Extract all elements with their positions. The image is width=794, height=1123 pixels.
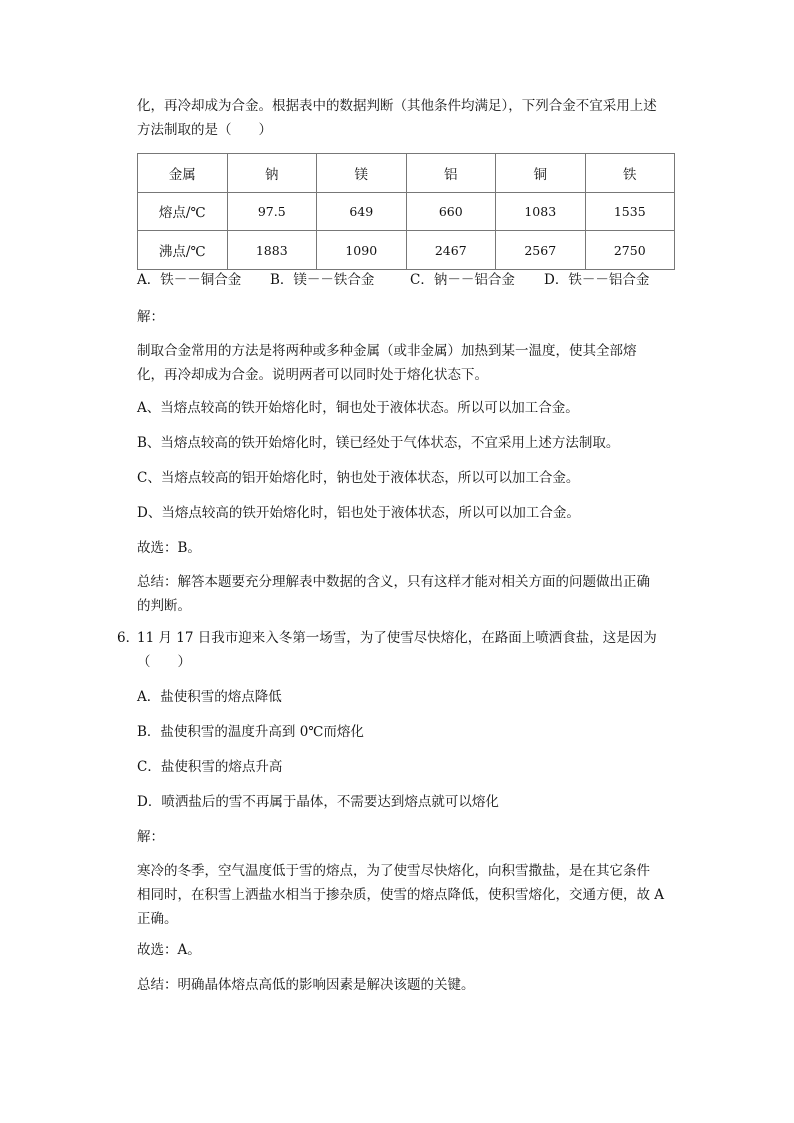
q6-stem-line: 11 月 17 日我市迎来入冬第一场雪，为了使雪尽快熔化，在路面上喷洒食盐，这是因为	[137, 630, 657, 646]
q6-solution-line: 正确。	[137, 911, 178, 927]
q5-analysis-b: B、当熔点较高的铁开始熔化时，镁已经处于气体状态，不宜采用上述方法制取。	[137, 435, 620, 451]
q5-option-b: B．镁－－铁合金	[270, 272, 375, 288]
q5-analysis-a: A、当熔点较高的铁开始熔化时，铜也处于液体状态。所以可以加工合金。	[137, 400, 579, 416]
q6-option-a: A．盐使积雪的熔点降低	[137, 689, 282, 705]
table-row-boiling-point	[138, 231, 675, 270]
q6-number: 6．	[117, 630, 140, 646]
table-row-melting-point	[138, 192, 675, 231]
table-cell: 1090	[317, 231, 407, 270]
table-cell: 2750	[585, 231, 675, 270]
q5-summary	[137, 570, 677, 618]
table-header-cell: 铁	[585, 154, 675, 193]
table-cell: 1883	[227, 231, 317, 270]
q5-solution-intro	[137, 339, 677, 387]
table-cell: 97.5	[227, 192, 317, 231]
table-cell: 熔点/℃	[138, 192, 228, 231]
table-header-cell: 铝	[406, 154, 496, 193]
table-header-cell: 铜	[496, 154, 586, 193]
table-cell: 2567	[496, 231, 586, 270]
q6-option-d: D．喷洒盐后的雪不再属于晶体，不需要达到熔点就可以熔化	[137, 794, 499, 810]
q5-stem	[137, 94, 677, 142]
q5-summary-line: 总结：解答本题要充分理解表中数据的含义，只有这样才能对相关方面的问题做出正确	[137, 574, 650, 590]
q5-options	[137, 268, 649, 292]
table-cell: 1083	[496, 192, 586, 231]
q5-option-d: D．铁－－铝合金	[544, 272, 650, 288]
table-header-row	[138, 154, 675, 193]
q6-stem-line: （ ）	[137, 654, 191, 670]
q5-summary-line: 的判断。	[137, 598, 191, 614]
q5-solution-line: 制取合金常用的方法是将两种或多种金属（或非金属）加热到某一温度，使其全部熔	[137, 343, 637, 359]
q5-solution-label: 解：	[137, 309, 164, 325]
q5-analysis-d: D、当熔点较高的铁开始熔化时，铝也处于液体状态，所以可以加工合金。	[137, 505, 580, 521]
q6-solution-line: 相同时，在积雪上洒盐水相当于掺杂质，使雪的熔点降低，使积雪熔化，交通方便，故 A	[137, 887, 665, 903]
table-cell: 660	[406, 192, 496, 231]
table-cell: 2467	[406, 231, 496, 270]
q5-option-c: C．钠－－铝合金	[410, 272, 515, 288]
table-cell: 沸点/℃	[138, 231, 228, 270]
table-header-cell: 金属	[138, 154, 228, 193]
q5-option-a: A．铁－－铜合金	[137, 272, 242, 288]
q5-stem-line: 化，再冷却成为合金。根据表中的数据判断（其他条件均满足），下列合金不宜采用上述	[137, 98, 657, 114]
q6-solution-label: 解：	[137, 829, 164, 845]
table-header-cell: 钠	[227, 154, 317, 193]
q6-option-b: B．盐使积雪的温度升高到 0℃而熔化	[137, 724, 364, 740]
q6-summary: 总结：明确晶体熔点高低的影响因素是解决该题的关键。	[137, 977, 475, 993]
q6-answer: 故选：A。	[137, 942, 201, 958]
q6-option-c: C．盐使积雪的熔点升高	[137, 759, 283, 775]
q6-stem	[137, 626, 677, 674]
table-header-cell: 镁	[317, 154, 407, 193]
q5-answer: 故选：B。	[137, 540, 201, 556]
table-cell: 1535	[585, 192, 675, 231]
metal-properties-table	[137, 153, 675, 270]
q6-solution-line: 寒冷的冬季，空气温度低于雪的熔点，为了使雪尽快熔化，向积雪撒盐，是在其它条件	[137, 863, 650, 879]
q6-solution	[137, 859, 677, 931]
table-cell: 649	[317, 192, 407, 231]
q5-stem-line: 方法制取的是（ ）	[137, 122, 272, 138]
q5-solution-line: 化，再冷却成为合金。说明两者可以同时处于熔化状态下。	[137, 367, 488, 383]
q5-analysis-c: C、当熔点较高的铝开始熔化时，钠也处于液体状态，所以可以加工合金。	[137, 470, 580, 486]
